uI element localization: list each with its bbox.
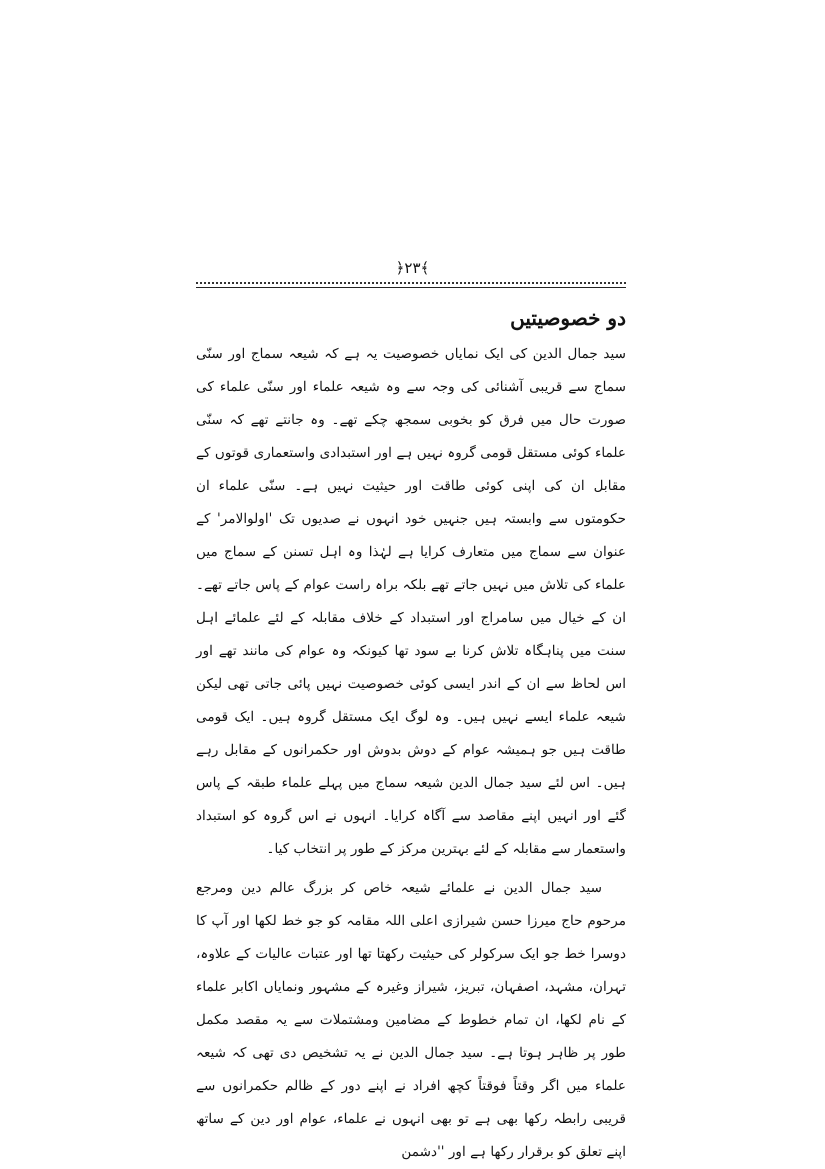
page-body xyxy=(196,300,626,1169)
header-divider-solid xyxy=(196,287,626,288)
page-number: ﴿۲۳﴾ xyxy=(395,259,430,277)
paragraph-2: سید جمال الدین نے علمائے شیعہ خاص کر بزرگ عالم دین ومرجع مرحوم حاج میرزا حسن شیرازی اعلی اللہ مقامہ کو جو خط لکھا اور آپ کا دوسرا خط جو ایک سرکولر کی حیثیت رکھتا تھا اور عتبات عالیات کے علاوہ، تہران، مشہد، اصفہان، تبریز، شیراز وغیرہ کے مشہور ونمایاں اکابر علماء کے نام لکھا، ان تمام خطوط کے مضامین ومشتملات سے یہ مقصد مکمل طور پر ظاہر ہوتا ہے۔ سید جمال الدین نے یہ تشخیص دی تھی کہ شیعہ علماء میں اگر وقتاً فوقتاً کچھ افراد نے اپنے دور کے ظالم حکمرانوں سے قریبی رابطہ رکھا بھی ہے تو بھی انہوں نے علماء، عوام اور دین کے ساتھ اپنے تعلق کو برقرار رکھا ہے اور ''دشمن xyxy=(196,880,626,1160)
section-heading: دو خصوصیتیں xyxy=(510,306,626,330)
paragraph-1: سید جمال الدین کی ایک نمایاں خصوصیت یہ ہے کہ شیعہ سماج اور سنّی سماج سے قریبی آشنائی کی وجہ سے وہ شیعہ علماء اور سنّی علماء کی صورت حال میں فرق کو بخوبی سمجھ چکے تھے۔ وہ جانتے تھے کہ سنّی علماء کوئی مستقل قومی گروہ نہیں ہے اور استبدادی واستعماری قوتوں کے مقابل ان کی اپنی کوئی طاقت اور حیثیت نہیں ہے۔ سنّی علماء ان حکومتوں سے وابستہ ہیں جنہیں خود انہوں نے صدیوں تک 'اولوالامر' کے عنوان سے سماج میں متعارف کرایا ہے لہٰذا وہ اہل تسنن کے سماج میں علماء کی تلاش میں نہیں جاتے تھے بلکہ براہ راست عوام کے پاس جاتے تھے۔ ان کے خیال میں سامراج اور استبداد کے خلاف مقابلہ کے لئے علمائے اہل سنت میں پناہگاہ تلاش کرنا بے سود تھا کیونکہ وہ عوام کی مانند تھے اور اس لحاظ سے ان کے اندر ایسی کوئی خصوصیت نہیں پائی جاتی تھی لیکن شیعہ علماء ایسے نہیں ہیں۔ وہ لوگ ایک مستقل گروہ ہیں۔ ایک قومی طاقت ہیں جو ہمیشہ عوام کے دوش بدوش اور حکمرانوں کے مقابل رہے ہیں۔ اس لئے سید جمال الدین شیعہ سماج میں پہلے علماء طبقہ کے پاس گئے اور انہیں اپنے مقاصد سے آگاہ کرایا۔ انہوں نے اس گروہ کو استبداد واستعمار سے مقابلہ کے لئے بہترین مرکز کے طور پر انتخاب کیا۔ xyxy=(196,346,626,857)
header-divider-dotted xyxy=(196,282,626,284)
